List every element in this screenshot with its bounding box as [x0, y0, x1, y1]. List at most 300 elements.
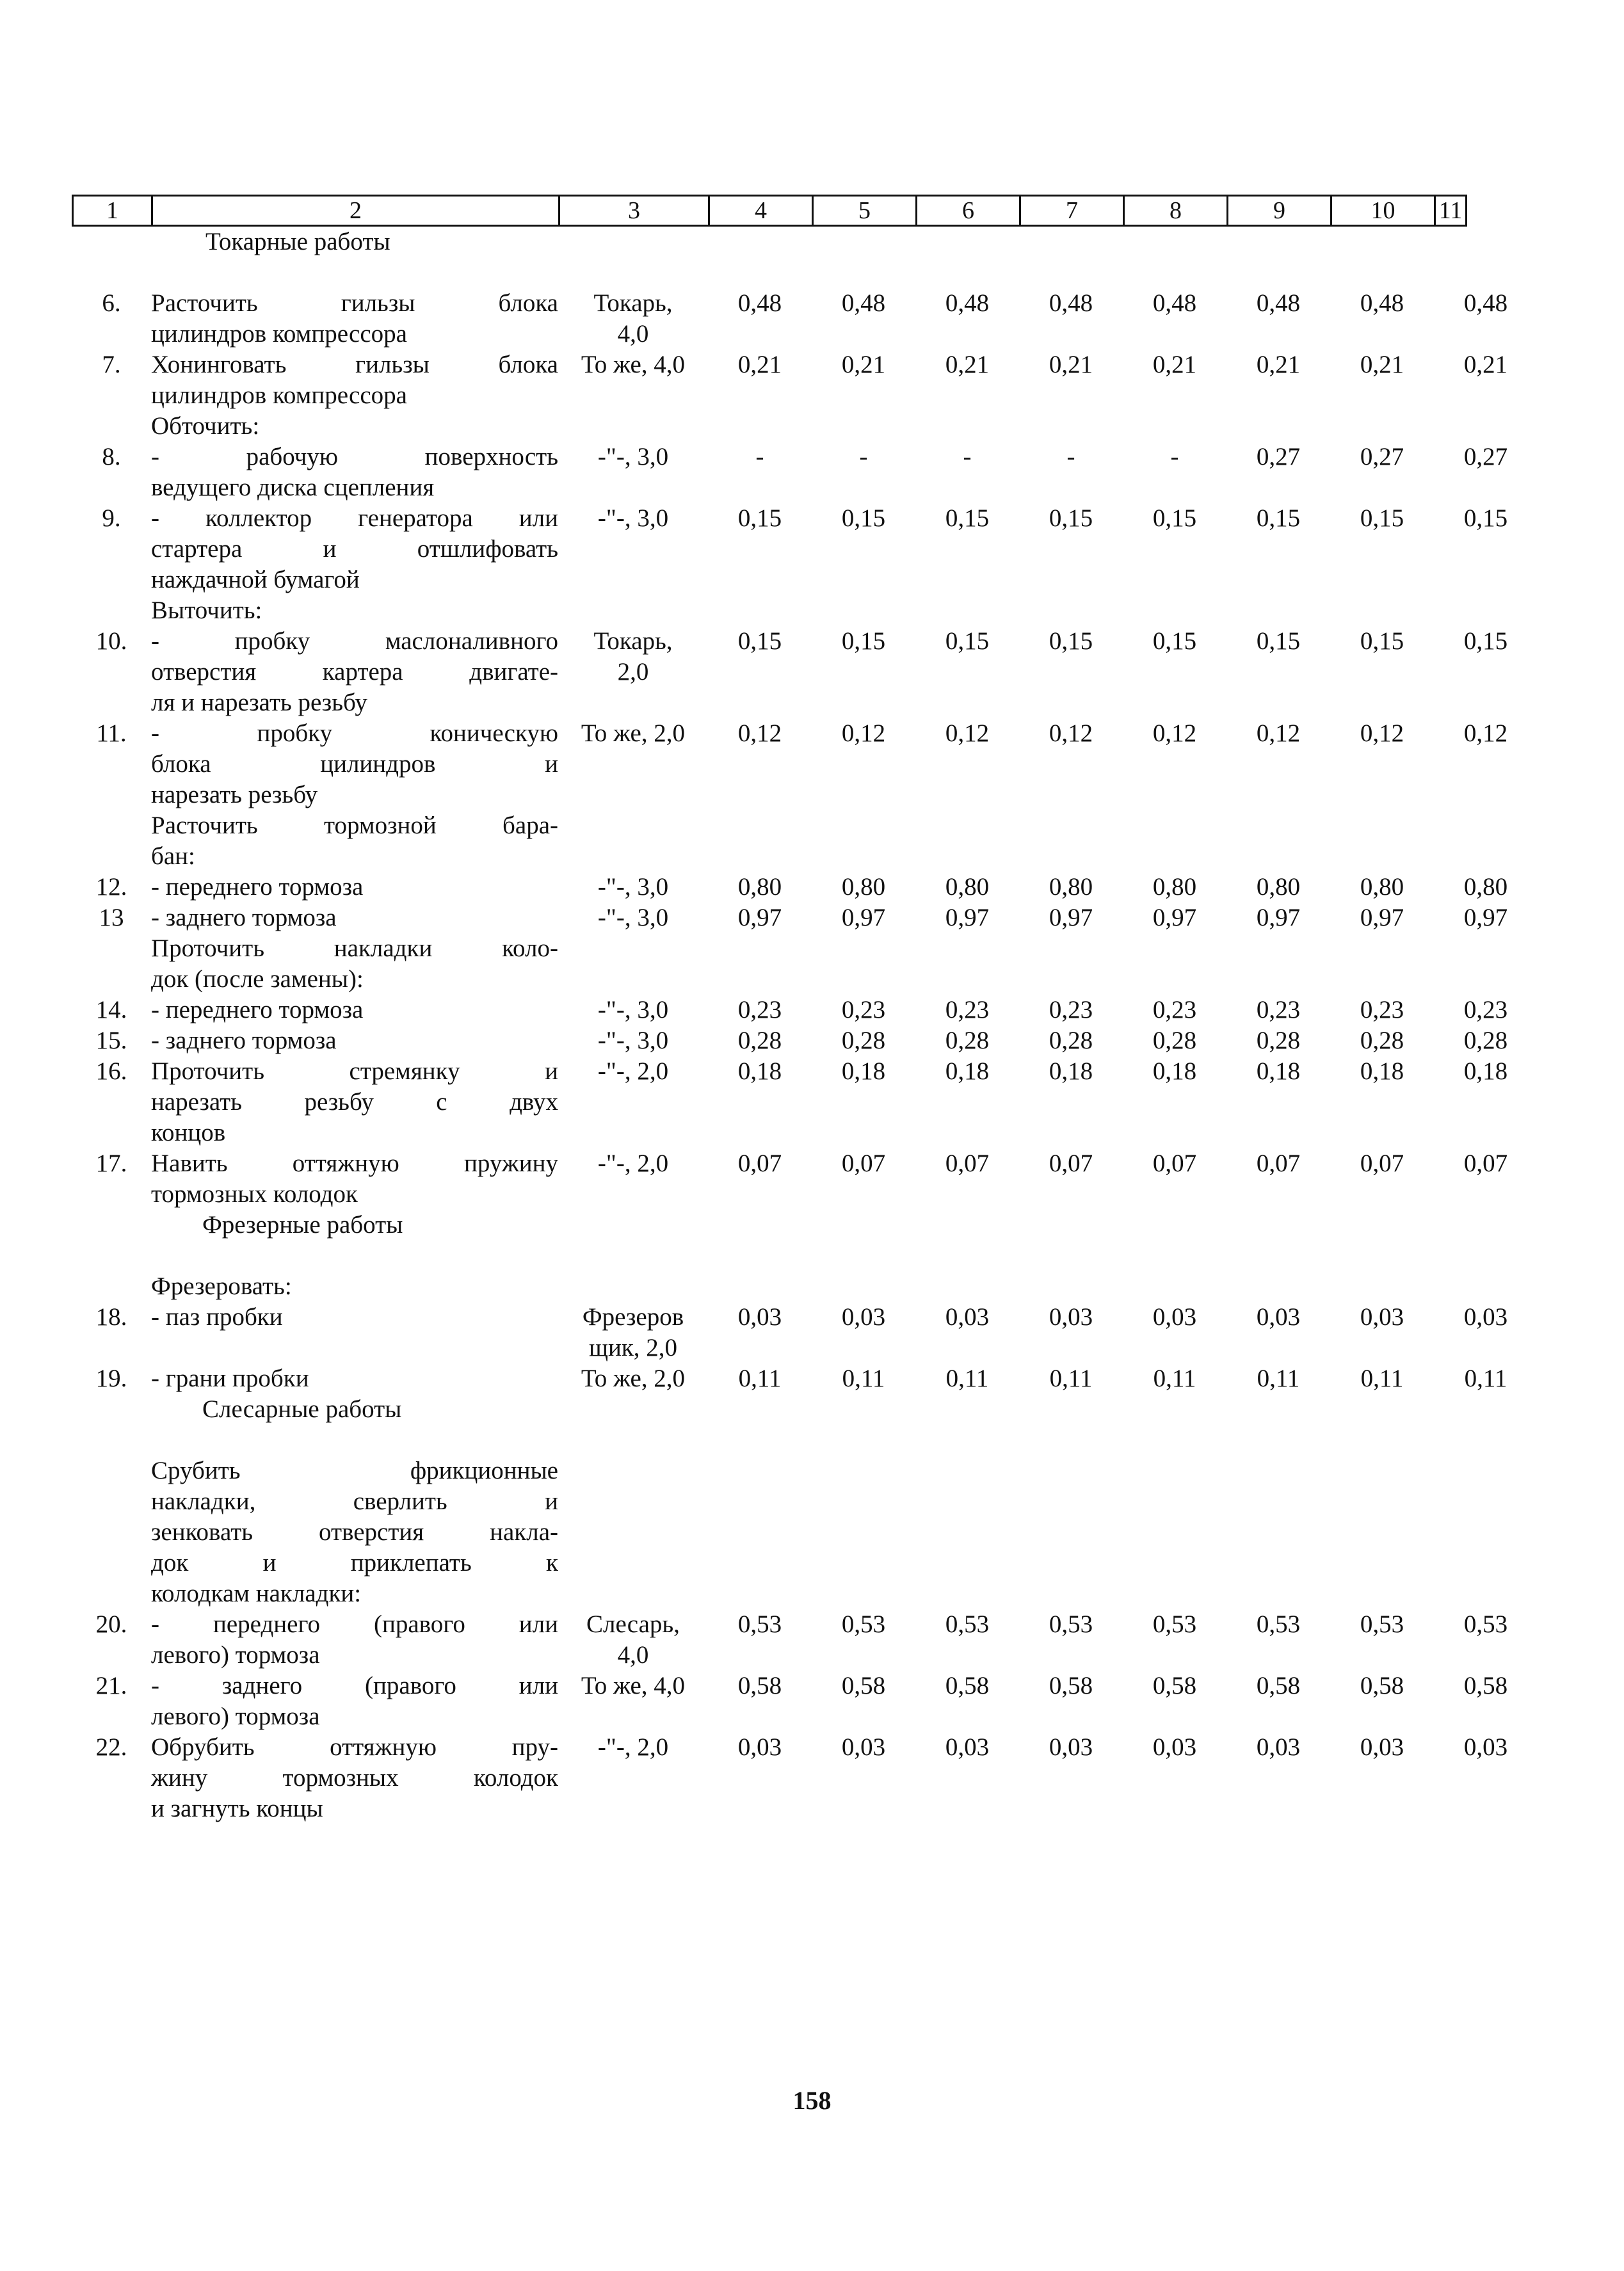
- worker-grade-line: 2,0: [617, 658, 649, 686]
- time-norm-value: 0,18: [737, 1057, 782, 1085]
- operation-description: [151, 872, 558, 903]
- description-line: Проточить стремянку и: [151, 1057, 558, 1085]
- item-number: 7.: [102, 351, 121, 378]
- operation-description: [151, 411, 558, 442]
- operation-description: [151, 995, 558, 1025]
- time-norm-value: 0,03: [1049, 1733, 1093, 1761]
- time-norm-value: 0,21: [945, 351, 990, 378]
- operation-description: [151, 1363, 558, 1394]
- worker-grade: [558, 903, 708, 933]
- time-norm-value: 0,11: [1257, 1365, 1300, 1392]
- time-norm-value: 0,15: [945, 504, 990, 532]
- time-norm-value: 0,21: [1360, 351, 1404, 378]
- description-line: Обрубить оттяжную пру-: [151, 1733, 558, 1761]
- operation-description: [151, 1609, 558, 1671]
- description-line: блока цилиндров и: [151, 750, 558, 778]
- description-line: Фрезеровать:: [151, 1272, 292, 1300]
- description-line: - коллектор генератора или: [151, 504, 558, 532]
- description-line: накладки, сверлить и: [151, 1488, 558, 1515]
- header-cell: 5: [814, 197, 917, 225]
- description-line: бан:: [151, 842, 195, 870]
- worker-grade: [558, 872, 708, 903]
- time-norm-value: 0,23: [841, 996, 886, 1023]
- worker-grade-line: То же, 4,0: [581, 351, 686, 378]
- time-norm-value: 0,53: [1256, 1610, 1301, 1638]
- time-norm-value: 0,03: [737, 1733, 782, 1761]
- description-line: ведущего диска сцепления: [151, 474, 435, 501]
- worker-grade: [558, 718, 708, 749]
- table-row: [72, 1732, 1508, 1824]
- item-number: 15.: [95, 1027, 127, 1054]
- time-norm-value: 0,80: [841, 873, 886, 901]
- time-norm-value: 0,53: [1463, 1610, 1508, 1638]
- operation-description: [151, 626, 558, 718]
- worker-grade: [558, 503, 708, 534]
- header-cell: 11: [1438, 197, 1463, 224]
- table-row: [72, 1363, 1507, 1394]
- time-norm-value: 0,97: [1256, 904, 1301, 931]
- item-number: 14.: [95, 996, 127, 1023]
- description-line: левого) тормоза: [151, 1641, 320, 1669]
- time-norm-value: 0,53: [737, 1610, 782, 1638]
- time-norm-value: 0,23: [737, 996, 782, 1023]
- time-norm-value: 0,12: [945, 719, 990, 747]
- table-row: [72, 595, 1467, 626]
- worker-grade-line: -"-, 2,0: [597, 1057, 669, 1085]
- time-norm-value: 0,80: [1463, 873, 1508, 901]
- time-norm-value: 0,97: [1152, 904, 1197, 931]
- description-line: - грани пробки: [151, 1365, 309, 1392]
- description-line: - рабочую поверхность: [151, 443, 558, 470]
- time-norm-value: 0,58: [1049, 1672, 1093, 1699]
- time-norm-value: 0,03: [737, 1303, 782, 1331]
- header-cell: 3: [560, 197, 710, 225]
- item-number: 19.: [95, 1365, 127, 1392]
- time-norm-value: 0,07: [1360, 1150, 1404, 1177]
- description-line: левого) тормоза: [151, 1703, 320, 1730]
- operation-description: [151, 1671, 558, 1732]
- section-heading: Токарные работы: [205, 228, 390, 255]
- worker-grade: [558, 1302, 708, 1363]
- time-norm-value: 0,48: [737, 289, 782, 317]
- time-norm-value: 0,21: [1463, 351, 1508, 378]
- header-cell: 9: [1228, 197, 1332, 225]
- description-line: - пробку маслоналивного: [151, 627, 558, 655]
- time-norm-value: 0,97: [1360, 904, 1404, 931]
- worker-grade: [558, 1671, 708, 1701]
- time-norm-value: 0,21: [1152, 351, 1197, 378]
- worker-grade-line: -"-, 3,0: [597, 873, 669, 901]
- time-norm-value: 0,28: [1360, 1027, 1404, 1054]
- time-norm-value: 0,15: [1463, 627, 1508, 655]
- time-norm-value: 0,27: [1360, 443, 1404, 470]
- worker-grade-line: Токарь,: [593, 627, 673, 655]
- spacer: [72, 257, 1467, 288]
- time-norm-value: 0,48: [841, 289, 886, 317]
- table-row: [72, 872, 1508, 903]
- time-norm-value: 0,15: [737, 627, 782, 655]
- operation-description: [151, 288, 558, 349]
- time-norm-value: 0,28: [1152, 1027, 1197, 1054]
- time-norm-value: 0,80: [1152, 873, 1197, 901]
- time-norm-value: 0,21: [1049, 351, 1093, 378]
- labor-norms-table: [72, 227, 1508, 1824]
- time-norm-value: 0,28: [1463, 1027, 1508, 1054]
- time-norm-value: 0,18: [1463, 1057, 1508, 1085]
- description-line: - заднего (правого или: [151, 1672, 558, 1699]
- worker-grade: [558, 1363, 708, 1394]
- time-norm-value: -: [1066, 443, 1075, 470]
- worker-grade-line: -"-, 3,0: [597, 504, 669, 532]
- section-heading: Фрезерные работы: [202, 1211, 403, 1239]
- time-norm-value: 0,53: [1049, 1610, 1093, 1638]
- time-norm-value: 0,03: [945, 1303, 990, 1331]
- header-cell: 8: [1125, 197, 1228, 225]
- worker-grade: [558, 1609, 708, 1671]
- time-norm-value: 0,97: [841, 904, 886, 931]
- time-norm-value: 0,58: [1256, 1672, 1301, 1699]
- time-norm-value: 0,12: [841, 719, 886, 747]
- time-norm-value: 0,03: [1463, 1303, 1508, 1331]
- time-norm-value: 0,97: [737, 904, 782, 931]
- time-norm-value: 0,18: [1049, 1057, 1093, 1085]
- worker-grade: [558, 349, 708, 380]
- description-line: нарезать резьбу с двух: [151, 1088, 558, 1116]
- item-number: 18.: [95, 1303, 127, 1331]
- worker-grade-line: 4,0: [617, 1641, 649, 1669]
- time-norm-value: 0,03: [1152, 1733, 1197, 1761]
- header-cell: 6: [917, 197, 1021, 225]
- table-row: [72, 1671, 1508, 1732]
- description-line: жину тормозных колодок: [151, 1764, 558, 1792]
- operation-description: [151, 349, 558, 411]
- time-norm-value: 0,03: [1049, 1303, 1093, 1331]
- description-line: - паз пробки: [151, 1303, 283, 1331]
- time-norm-value: 0,03: [1360, 1733, 1404, 1761]
- worker-grade-line: То же, 4,0: [581, 1672, 686, 1699]
- section-heading: Слесарные работы: [202, 1395, 402, 1423]
- worker-grade: [558, 1732, 708, 1763]
- table-row: [72, 1025, 1508, 1056]
- time-norm-value: 0,28: [945, 1027, 990, 1054]
- operation-description: [151, 1732, 558, 1824]
- worker-grade: [558, 288, 708, 349]
- table-row: [72, 626, 1508, 718]
- time-norm-value: 0,48: [1463, 289, 1508, 317]
- section-spacer: [72, 227, 151, 257]
- time-norm-value: 0,48: [1256, 289, 1301, 317]
- operation-description: [151, 503, 558, 595]
- time-norm-value: 0,27: [1256, 443, 1301, 470]
- time-norm-value: 0,12: [1049, 719, 1093, 747]
- time-norm-value: 0,23: [945, 996, 990, 1023]
- operation-description: [151, 595, 558, 626]
- operation-description: [151, 1056, 558, 1148]
- time-norm-value: 0,15: [1152, 627, 1197, 655]
- time-norm-value: -: [963, 443, 972, 470]
- time-norm-value: 0,53: [1360, 1610, 1404, 1638]
- spacer: [72, 1425, 1467, 1456]
- time-norm-value: 0,48: [1152, 289, 1197, 317]
- time-norm-value: 0,11: [945, 1365, 989, 1392]
- operation-description: [151, 1148, 558, 1210]
- time-norm-value: 0,58: [1152, 1672, 1197, 1699]
- description-line: док (после замены):: [151, 965, 364, 993]
- time-norm-value: 0,15: [1463, 504, 1508, 532]
- item-number: 8.: [102, 443, 121, 470]
- worker-grade-line: Фрезеров: [582, 1303, 684, 1331]
- time-norm-value: 0,03: [1152, 1303, 1197, 1331]
- time-norm-value: 0,80: [1360, 873, 1404, 901]
- time-norm-value: 0,07: [1256, 1150, 1301, 1177]
- table-row: [72, 995, 1508, 1025]
- time-norm-value: 0,15: [1049, 627, 1093, 655]
- time-norm-value: 0,07: [841, 1150, 886, 1177]
- description-line: ля и нарезать резьбу: [151, 689, 367, 716]
- item-number: 13: [99, 904, 124, 931]
- item-number: 22.: [95, 1733, 127, 1761]
- description-line: Навить оттяжную пружину: [151, 1150, 558, 1177]
- time-norm-value: 0,12: [1152, 719, 1197, 747]
- operation-description: [151, 718, 558, 872]
- time-norm-value: 0,12: [1360, 719, 1404, 747]
- description-line: Выточить:: [151, 597, 262, 624]
- worker-grade-line: 4,0: [617, 320, 649, 348]
- page-number: 158: [792, 2086, 832, 2115]
- time-norm-value: 0,11: [842, 1365, 885, 1392]
- description-line: наждачной бумагой: [151, 566, 360, 593]
- item-number: 17.: [95, 1150, 127, 1177]
- time-norm-value: 0,28: [841, 1027, 886, 1054]
- time-norm-value: 0,58: [945, 1672, 990, 1699]
- table-row: [72, 1148, 1508, 1210]
- time-norm-value: 0,15: [841, 504, 886, 532]
- description-line: Срубить фрикционные: [151, 1457, 558, 1484]
- worker-grade-line: То же, 2,0: [581, 1365, 686, 1392]
- description-line: - пробку коническую: [151, 719, 558, 747]
- header-cell: 1: [74, 197, 153, 225]
- section-heading-row: [72, 227, 1467, 257]
- description-line: Проточить накладки коло-: [151, 935, 558, 962]
- worker-grade-line: -"-, 3,0: [597, 904, 669, 931]
- description-line: тормозных колодок: [151, 1180, 358, 1208]
- time-norm-value: 0,03: [1360, 1303, 1404, 1331]
- worker-grade-line: -"-, 3,0: [597, 1027, 669, 1054]
- time-norm-value: 0,97: [1049, 904, 1093, 931]
- time-norm-value: 0,48: [1049, 289, 1093, 317]
- description-line: - переднего тормоза: [151, 873, 364, 901]
- time-norm-value: 0,03: [1463, 1733, 1508, 1761]
- worker-grade-line: -"-, 2,0: [597, 1733, 669, 1761]
- time-norm-value: 0,23: [1256, 996, 1301, 1023]
- operation-description: [151, 903, 558, 995]
- time-norm-value: 0,28: [1256, 1027, 1301, 1054]
- time-norm-value: 0,12: [1256, 719, 1301, 747]
- header-cell: 4: [710, 197, 814, 225]
- worker-grade: [558, 1056, 708, 1087]
- description-line: нарезать резьбу: [151, 781, 318, 808]
- time-norm-value: 0,58: [737, 1672, 782, 1699]
- table-row: [72, 1271, 1467, 1302]
- time-norm-value: 0,21: [1256, 351, 1301, 378]
- header-cell: 7: [1021, 197, 1125, 225]
- time-norm-value: 0,15: [1360, 504, 1404, 532]
- time-norm-value: 0,23: [1463, 996, 1508, 1023]
- table-row: [72, 1609, 1508, 1671]
- worker-grade: [558, 995, 708, 1025]
- table-row: [72, 349, 1508, 411]
- time-norm-value: 0,07: [945, 1150, 990, 1177]
- time-norm-value: 0,03: [1256, 1733, 1301, 1761]
- worker-grade: [558, 626, 708, 687]
- time-norm-value: 0,15: [1049, 504, 1093, 532]
- table-row: [72, 1302, 1508, 1363]
- time-norm-value: 0,15: [945, 627, 990, 655]
- description-line: и загнуть концы: [151, 1795, 323, 1822]
- description-line: - переднего тормоза: [151, 996, 364, 1023]
- time-norm-value: 0,11: [1153, 1365, 1196, 1392]
- time-norm-value: 0,58: [1360, 1672, 1404, 1699]
- operation-description: [151, 442, 558, 503]
- operation-description: [151, 1302, 558, 1333]
- table-row: [72, 903, 1508, 995]
- worker-grade: [558, 442, 708, 472]
- description-line: Расточить тормозной бара-: [151, 812, 558, 839]
- operation-description: [151, 1456, 558, 1609]
- spacer: [72, 1240, 1467, 1271]
- worker-grade-line: -"-, 3,0: [597, 443, 669, 470]
- time-norm-value: 0,07: [1152, 1150, 1197, 1177]
- time-norm-value: 0,80: [737, 873, 782, 901]
- table-row: [72, 1456, 1467, 1609]
- worker-grade-line: Токарь,: [593, 289, 673, 317]
- description-line: колодкам накладки:: [151, 1580, 362, 1607]
- table-row: [72, 1056, 1508, 1148]
- time-norm-value: 0,11: [738, 1365, 782, 1392]
- time-norm-value: 0,58: [841, 1672, 886, 1699]
- time-norm-value: 0,15: [841, 627, 886, 655]
- time-norm-value: 0,23: [1360, 996, 1404, 1023]
- description-line: цилиндров компрессора: [151, 320, 407, 348]
- time-norm-value: 0,11: [1464, 1365, 1507, 1392]
- table-row: [72, 718, 1508, 872]
- section-spacer: [72, 1210, 151, 1240]
- description-line: отверстия картера двигате-: [151, 658, 558, 686]
- time-norm-value: 0,12: [1463, 719, 1508, 747]
- time-norm-value: 0,97: [945, 904, 990, 931]
- section-heading-row: [72, 1394, 1467, 1425]
- time-norm-value: 0,11: [1049, 1365, 1093, 1392]
- time-norm-value: 0,80: [1049, 873, 1093, 901]
- worker-grade-line: То же, 2,0: [581, 719, 686, 747]
- time-norm-value: 0,15: [1360, 627, 1404, 655]
- time-norm-value: 0,53: [945, 1610, 990, 1638]
- description-line: Хонинговать гильзы блока: [151, 351, 558, 378]
- time-norm-value: 0,48: [945, 289, 990, 317]
- description-line: - заднего тормоза: [151, 904, 337, 931]
- description-line: - переднего (правого или: [151, 1610, 558, 1638]
- item-number: 6.: [102, 289, 121, 317]
- item-number: 9.: [102, 504, 121, 532]
- time-norm-value: 0,18: [1360, 1057, 1404, 1085]
- time-norm-value: -: [755, 443, 764, 470]
- time-norm-value: 0,53: [841, 1610, 886, 1638]
- time-norm-value: 0,80: [1256, 873, 1301, 901]
- description-line: концов: [151, 1119, 226, 1146]
- description-line: Расточить гильзы блока: [151, 289, 558, 317]
- time-norm-value: 0,23: [1152, 996, 1197, 1023]
- table-row: [72, 442, 1508, 503]
- header-cell: 2: [153, 197, 560, 225]
- worker-grade-line: -"-, 2,0: [597, 1150, 669, 1177]
- table-row: [72, 288, 1508, 349]
- time-norm-value: 0,97: [1463, 904, 1508, 931]
- description-line: зенковать отверстия накла-: [151, 1518, 558, 1546]
- description-line: док и приклепать к: [151, 1549, 558, 1577]
- column-number-header: [72, 195, 1467, 227]
- time-norm-value: 0,07: [1049, 1150, 1093, 1177]
- time-norm-value: 0,58: [1463, 1672, 1508, 1699]
- time-norm-value: 0,15: [1256, 627, 1301, 655]
- description-line: стартера и отшлифовать: [151, 535, 558, 563]
- header-cell: 10: [1332, 197, 1436, 225]
- worker-grade-line: Слесарь,: [586, 1610, 680, 1638]
- time-norm-value: 0,21: [841, 351, 886, 378]
- worker-grade: [558, 1148, 708, 1179]
- section-heading-row: [72, 1210, 1467, 1240]
- item-number: 12.: [95, 873, 127, 901]
- section-spacer: [72, 1394, 151, 1425]
- description-line: Обточить:: [151, 412, 260, 440]
- worker-grade-line: -"-, 3,0: [597, 996, 669, 1023]
- time-norm-value: 0,03: [841, 1303, 886, 1331]
- worker-grade-line: щик, 2,0: [588, 1334, 678, 1361]
- time-norm-value: 0,03: [1256, 1303, 1301, 1331]
- time-norm-value: 0,53: [1152, 1610, 1197, 1638]
- description-line: цилиндров компрессора: [151, 381, 407, 409]
- time-norm-value: 0,15: [1152, 504, 1197, 532]
- description-line: - заднего тормоза: [151, 1027, 337, 1054]
- time-norm-value: 0,18: [1152, 1057, 1197, 1085]
- item-number: 16.: [95, 1057, 127, 1085]
- time-norm-value: 0,80: [945, 873, 990, 901]
- time-norm-value: 0,07: [737, 1150, 782, 1177]
- time-norm-value: 0,15: [737, 504, 782, 532]
- operation-description: [151, 1025, 558, 1056]
- time-norm-value: 0,11: [1360, 1365, 1404, 1392]
- item-number: 10.: [95, 627, 127, 655]
- time-norm-value: 0,12: [737, 719, 782, 747]
- time-norm-value: 0,18: [1256, 1057, 1301, 1085]
- table-row: [72, 503, 1508, 595]
- time-norm-value: 0,27: [1463, 443, 1508, 470]
- time-norm-value: 0,07: [1463, 1150, 1508, 1177]
- time-norm-value: 0,03: [841, 1733, 886, 1761]
- time-norm-value: -: [1170, 443, 1179, 470]
- time-norm-value: 0,28: [1049, 1027, 1093, 1054]
- worker-grade: [558, 1025, 708, 1056]
- time-norm-value: 0,23: [1049, 996, 1093, 1023]
- item-number: 20.: [95, 1610, 127, 1638]
- time-norm-value: 0,18: [841, 1057, 886, 1085]
- operation-description: [151, 1271, 558, 1302]
- time-norm-value: 0,15: [1256, 504, 1301, 532]
- time-norm-value: 0,18: [945, 1057, 990, 1085]
- time-norm-value: 0,21: [737, 351, 782, 378]
- time-norm-value: 0,28: [737, 1027, 782, 1054]
- time-norm-value: 0,03: [945, 1733, 990, 1761]
- item-number: 21.: [95, 1672, 127, 1699]
